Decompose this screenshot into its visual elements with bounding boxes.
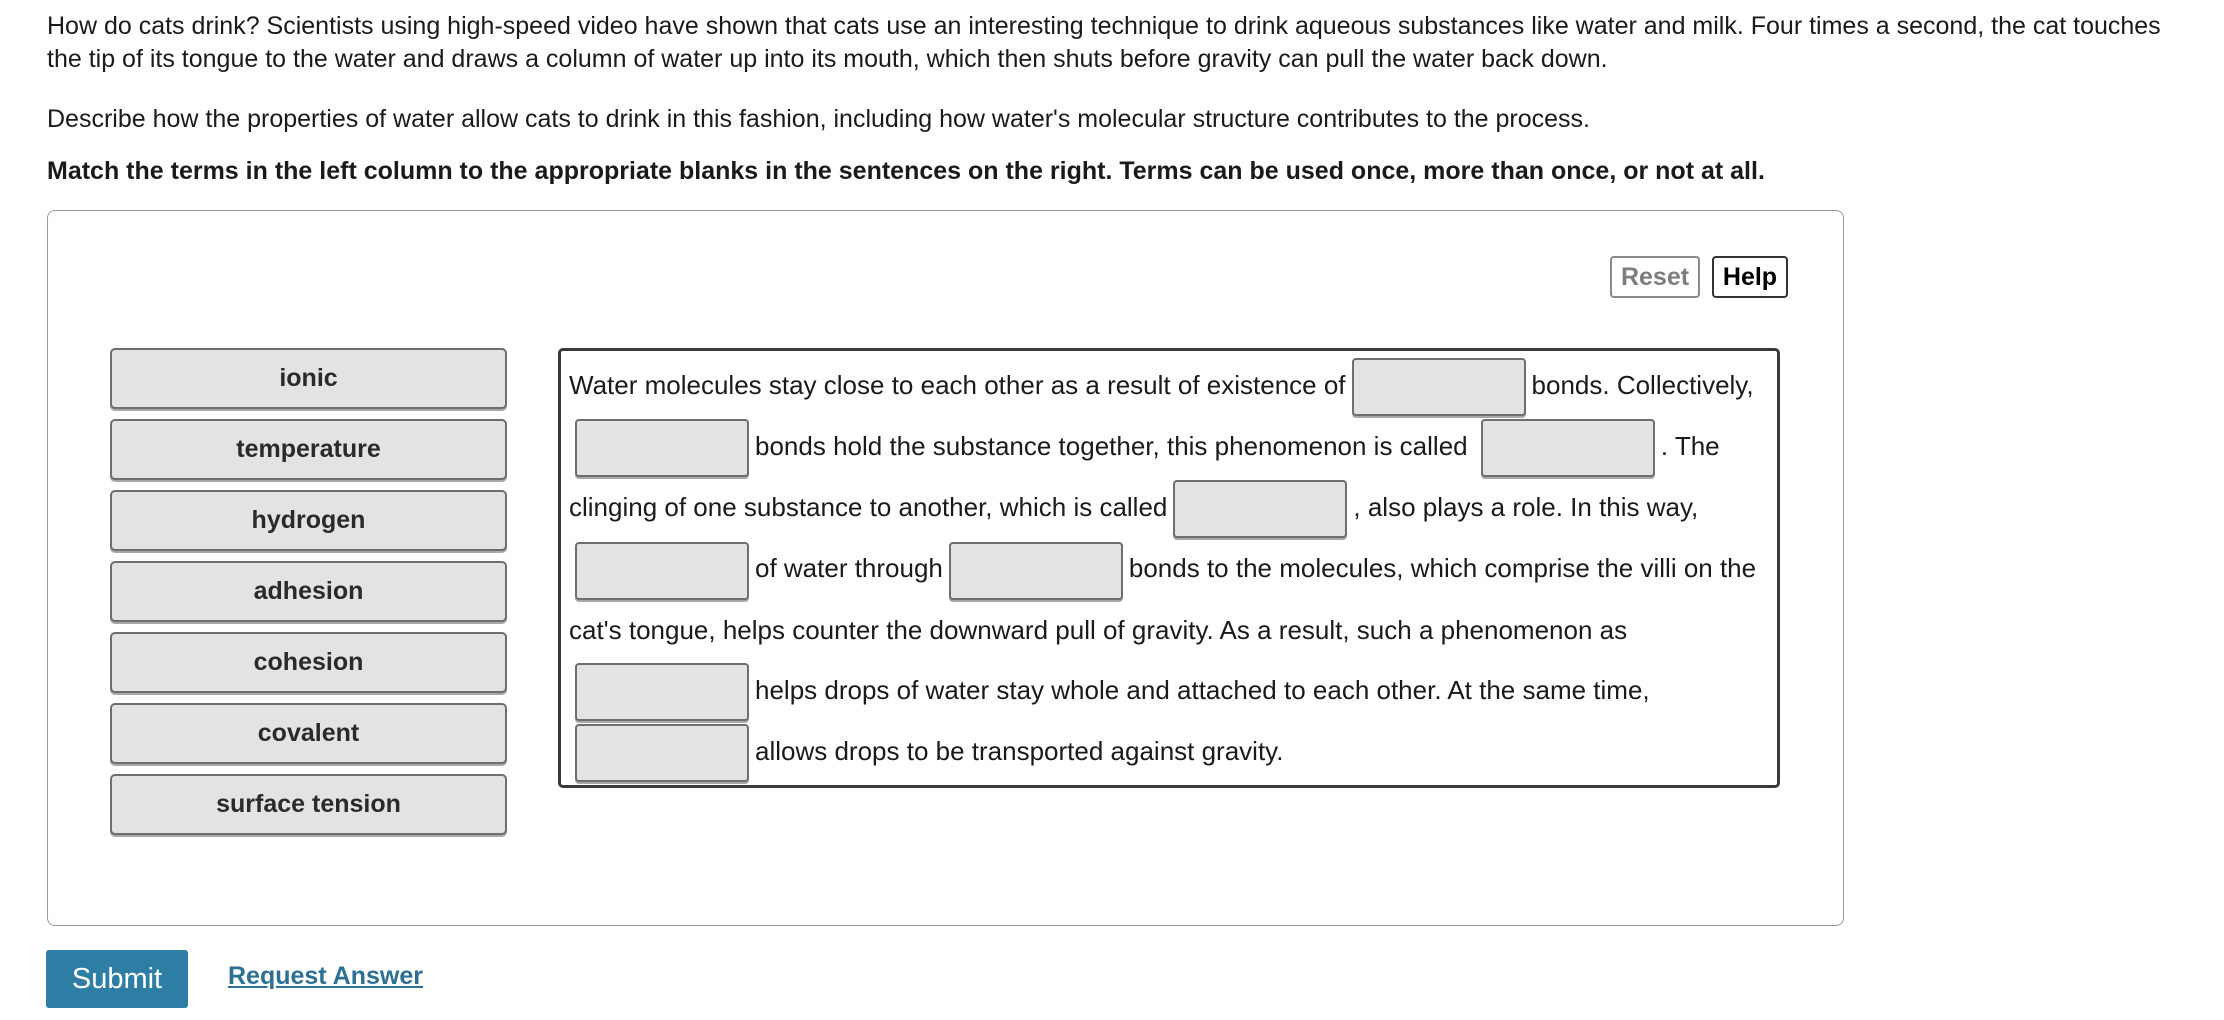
sentence-text: allows drops to be transported against gravity. bbox=[755, 736, 1284, 767]
term-cohesion[interactable]: cohesion bbox=[110, 632, 507, 693]
term-ionic[interactable]: ionic bbox=[110, 348, 507, 409]
help-button[interactable]: Help bbox=[1712, 256, 1788, 298]
blank-1[interactable] bbox=[1352, 358, 1526, 416]
sentence-text: helps drops of water stay whole and attached to each other. At the same time, bbox=[755, 675, 1650, 705]
term-adhesion[interactable]: adhesion bbox=[110, 561, 507, 622]
sentence-text: Water molecules stay close to each other as a result of existence of bbox=[569, 370, 1346, 400]
blank-8[interactable] bbox=[575, 724, 749, 782]
term-covalent[interactable]: covalent bbox=[110, 703, 507, 764]
sentence-box bbox=[558, 348, 1780, 788]
blank-5[interactable] bbox=[575, 542, 749, 600]
sentence-text: , also plays a role. In this way, bbox=[1353, 492, 1699, 523]
matching-panel bbox=[47, 210, 1844, 926]
blank-4[interactable] bbox=[1173, 480, 1347, 538]
term-hydrogen[interactable]: hydrogen bbox=[110, 490, 507, 551]
sentence-text: of water through bbox=[755, 553, 943, 584]
request-answer-link[interactable]: Request Answer bbox=[228, 962, 423, 990]
question-prompt: Describe how the properties of water allow cats to drink in this fashion, including how water's molecular structure contributes to the process. bbox=[47, 105, 1591, 133]
term-bank bbox=[110, 348, 507, 845]
sentence-text: . The clinging of one substance to another, which is called bbox=[569, 431, 1720, 523]
submit-button[interactable]: Submit bbox=[46, 950, 188, 1008]
question-intro: How do cats drink? Scientists using high-speed video have shown that cats use an interesting technique to drink aqueous substances like water and milk. Four times a second, the cat touches the tip of its tongue to the water and draws a column of water up into its mouth, which then shuts before gravity can pull the water back down. bbox=[47, 12, 2161, 73]
reset-button[interactable]: Reset bbox=[1610, 256, 1700, 298]
term-temperature[interactable]: temperature bbox=[110, 419, 507, 480]
blank-2[interactable] bbox=[575, 419, 749, 477]
sentence-text: bonds to the molecules, which comprise the villi on the cat's tongue, helps counter the downward pull of gravity. As a result, such a phenomenon as bbox=[569, 553, 1757, 645]
blank-6[interactable] bbox=[949, 542, 1123, 600]
sentence-text: bonds. Collectively, bbox=[1531, 370, 1754, 400]
blank-3[interactable] bbox=[1481, 419, 1655, 477]
term-surface-tension[interactable]: surface tension bbox=[110, 774, 507, 835]
question-instruction: Match the terms in the left column to the appropriate blanks in the sentences on the right. Terms can be used once, more than once, or not at all. bbox=[47, 157, 1765, 185]
blank-7[interactable] bbox=[575, 663, 749, 721]
sentence-text: bonds hold the substance together, this phenomenon is called bbox=[755, 431, 1468, 462]
